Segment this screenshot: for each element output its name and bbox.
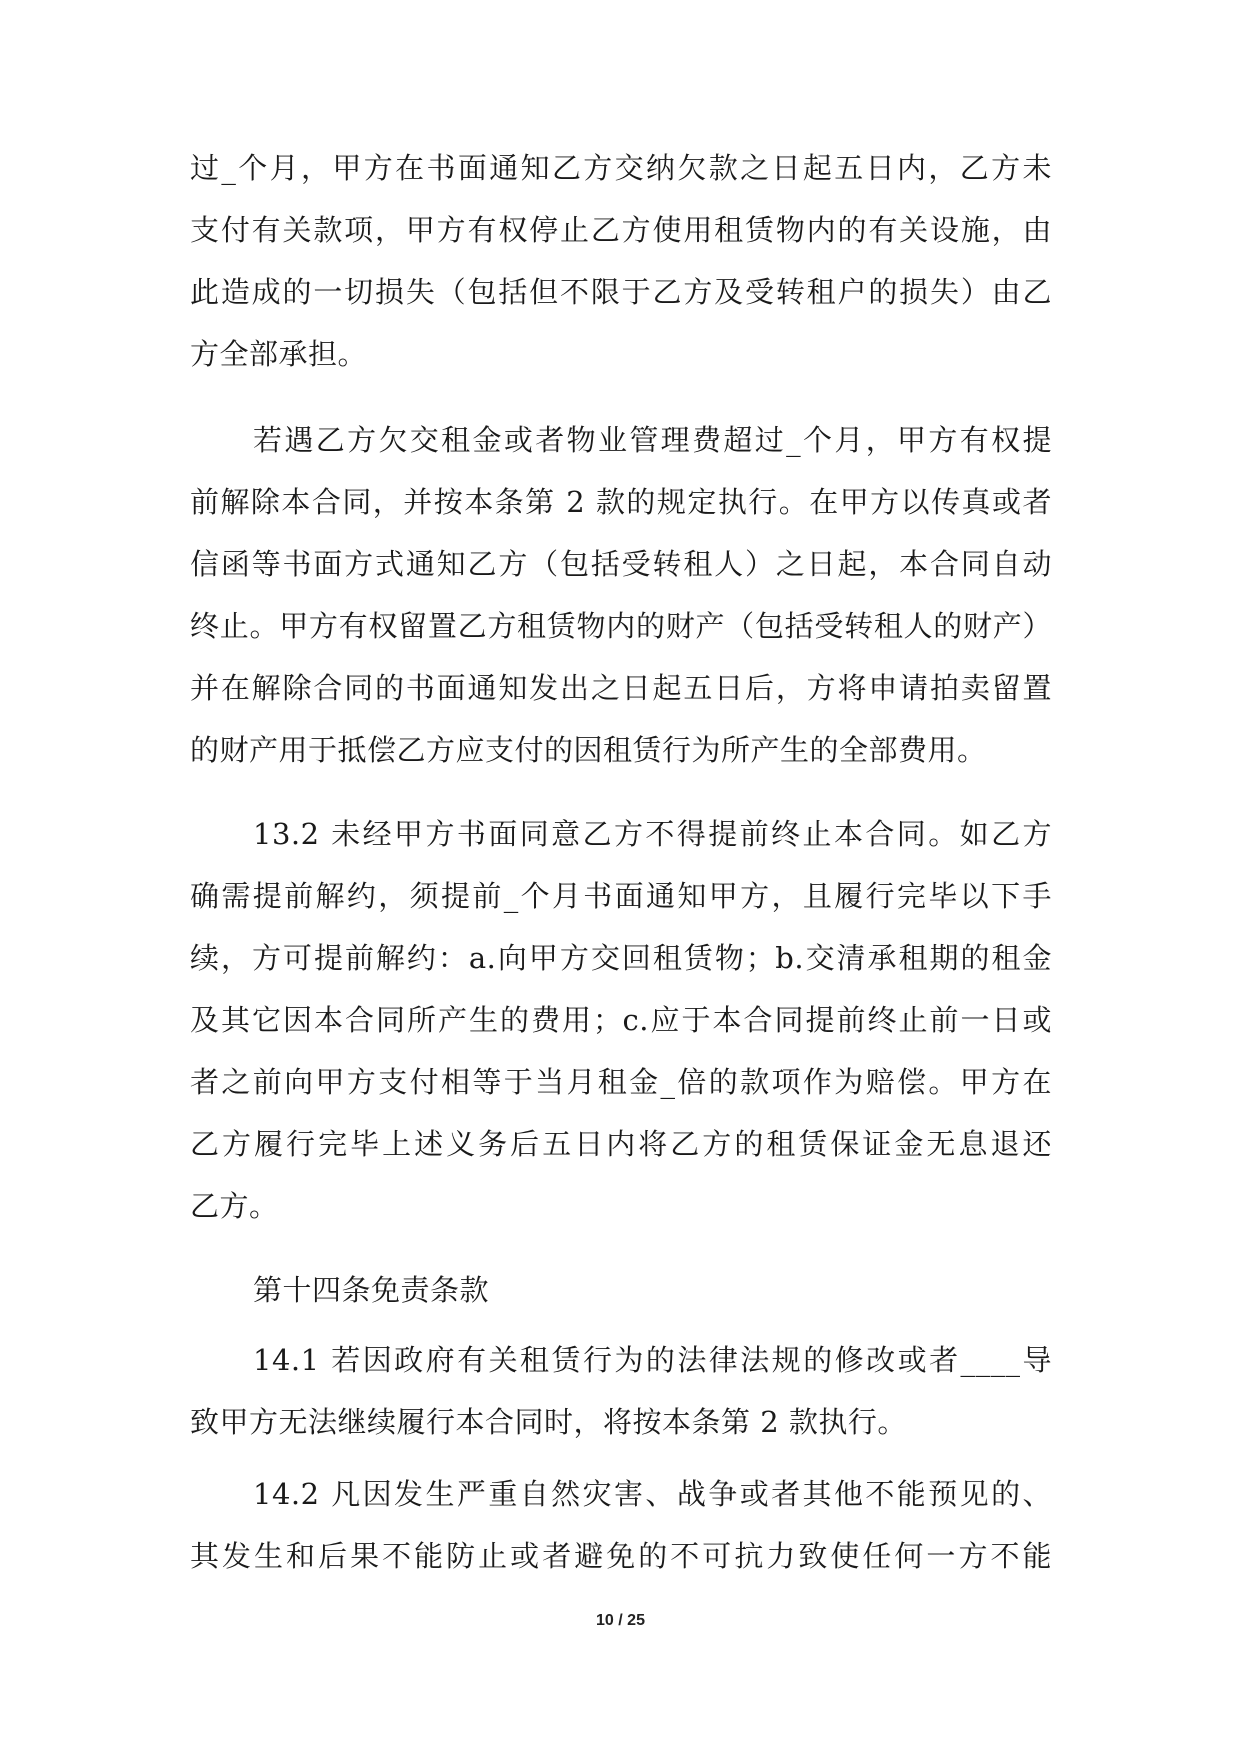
text-line: 终止。甲方有权留置乙方租赁物内的财产（包括受转租人的财产） xyxy=(190,609,1052,643)
text-line: 前解除本合同，并按本条第 2 款的规定执行。在甲方以传真或者 xyxy=(190,485,1052,519)
text-line: 若遇乙方欠交租金或者物业管理费超过_个月，甲方有权提 xyxy=(253,423,1052,457)
text-line: 其发生和后果不能防止或者避免的不可抗力致使任何一方不能 xyxy=(190,1539,1052,1573)
text-line: 14.1 若因政府有关租赁行为的法律法规的修改或者____导 xyxy=(253,1343,1052,1377)
text-line: 致甲方无法继续履行本合同时，将按本条第 2 款执行。 xyxy=(190,1405,907,1439)
text-line: 续，方可提前解约：a.向甲方交回租赁物；b.交清承租期的租金 xyxy=(190,941,1052,975)
text-line: 支付有关款项，甲方有权停止乙方使用租赁物内的有关设施，由 xyxy=(190,213,1052,247)
text-line: 及其它因本合同所产生的费用；c.应于本合同提前终止前一日或 xyxy=(190,1003,1052,1037)
text-line: 方全部承担。 xyxy=(190,337,368,371)
section-heading: 第十四条免责条款 xyxy=(253,1273,490,1307)
text-line: 13.2 未经甲方书面同意乙方不得提前终止本合同。如乙方 xyxy=(253,817,1052,851)
text-line: 14.2 凡因发生严重自然灾害、战争或者其他不能预见的、 xyxy=(253,1477,1052,1511)
text-line: 信函等书面方式通知乙方（包括受转租人）之日起，本合同自动 xyxy=(190,547,1052,581)
text-line: 乙方。 xyxy=(190,1189,279,1223)
text-line: 的财产用于抵偿乙方应支付的因租赁行为所产生的全部费用。 xyxy=(190,733,987,767)
text-line: 过_个月，甲方在书面通知乙方交纳欠款之日起五日内，乙方未 xyxy=(190,151,1052,185)
text-line: 此造成的一切损失（包括但不限于乙方及受转租户的损失）由乙 xyxy=(190,275,1052,309)
page-number: 10 / 25 xyxy=(596,1612,645,1629)
text-line: 确需提前解约，须提前_个月书面通知甲方，且履行完毕以下手 xyxy=(190,879,1052,913)
text-line: 乙方履行完毕上述义务后五日内将乙方的租赁保证金无息退还 xyxy=(190,1127,1052,1161)
text-line: 并在解除合同的书面通知发出之日起五日后，方将申请拍卖留置 xyxy=(190,671,1052,705)
text-line: 者之前向甲方支付相等于当月租金_倍的款项作为赔偿。甲方在 xyxy=(190,1065,1052,1099)
